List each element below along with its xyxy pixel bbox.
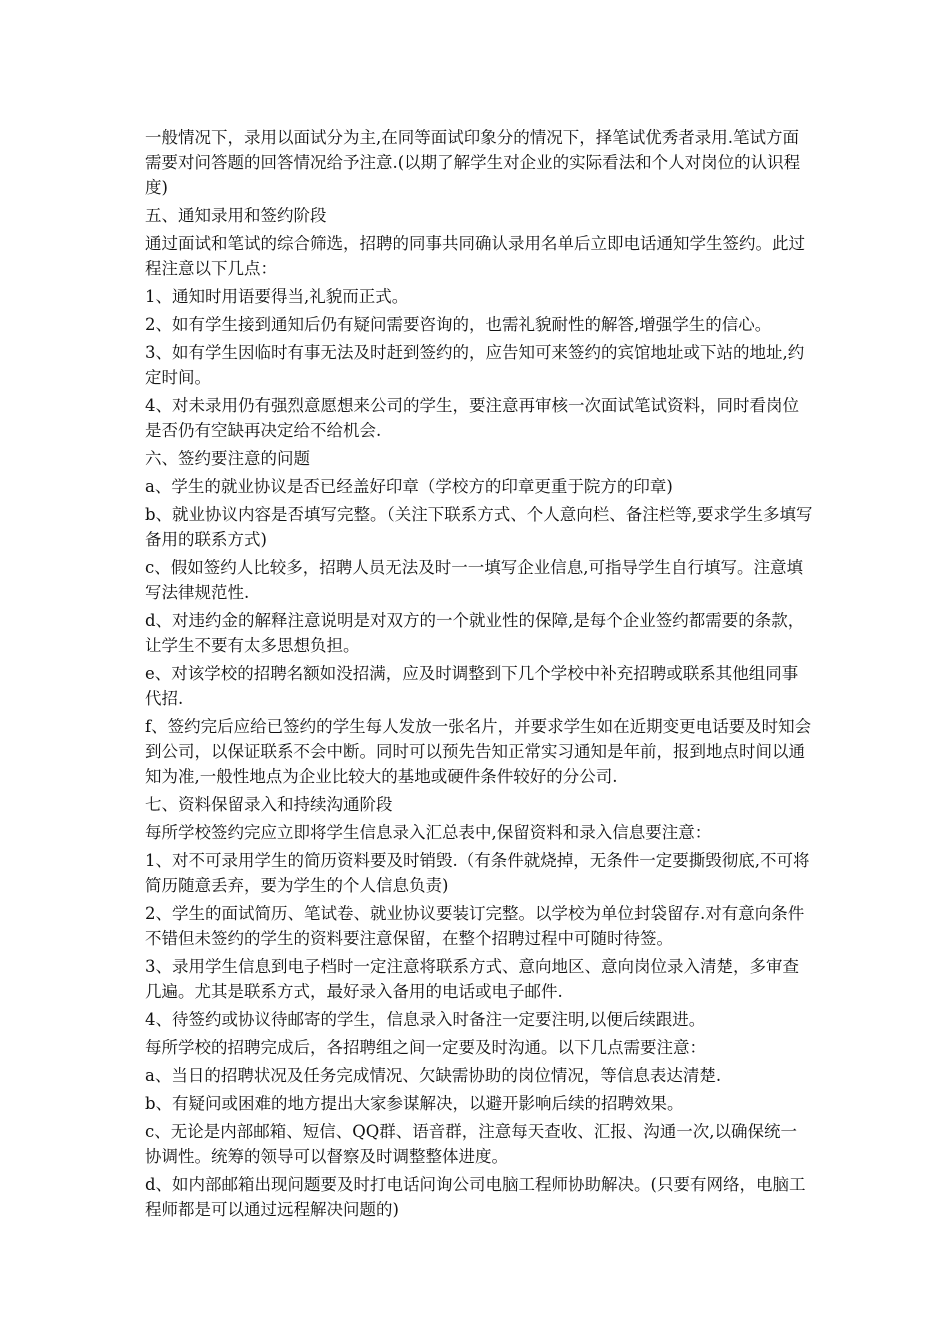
list-item: 2、学生的面试简历、笔试卷、就业协议要装订完整。以学校为单位封袋留存.对有意向条件不错但未签约的学生的资料要注意保留，在整个招聘过程中可随时待签。: [145, 904, 805, 948]
paragraph: 通过面试和笔试的综合筛选，招聘的同事共同确认录用名单后立即电话通知学生签约。此过程注意以下几点：: [145, 234, 805, 278]
list-item: b、有疑问或困难的地方提出大家参谋解决，以避开影响后续的招聘效果。: [145, 1094, 684, 1113]
list-item: a、学生的就业协议是否已经盖好印章（学校方的印章更重于院方的印章): [145, 477, 673, 496]
section-heading: 六、签约要注意的问题: [145, 449, 310, 468]
section-heading: 七、资料保留录入和持续沟通阶段: [145, 795, 393, 814]
list-item: 4、对未录用仍有强烈意愿想来公司的学生，要注意再审核一次面试笔试资料，同时看岗位是否仍有空缺再决定给不给机会.: [145, 396, 799, 440]
list-item: 4、待签约或协议待邮寄的学生，信息录入时备注一定要注明,以便后续跟进。: [145, 1010, 706, 1029]
list-item: d、对违约金的解释注意说明是对双方的一个就业性的保障,是每个企业签约都需要的条款，让学生不要有太多思想负担。: [145, 611, 805, 655]
list-item: e、对该学校的招聘名额如没招满，应及时调整到下几个学校中补充招聘或联系其他组同事代招.: [145, 664, 799, 708]
list-item: 3、录用学生信息到电子档时一定注意将联系方式、意向地区、意向岗位录入清楚，多审查几遍。尤其是联系方式，最好录入备用的电话或电子邮件.: [145, 957, 799, 1001]
section-heading: 五、通知录用和签约阶段: [145, 206, 327, 225]
list-item: c、假如签约人比较多，招聘人员无法及时一一填写企业信息,可指导学生自行填写。注意填写法律规范性.: [145, 558, 803, 602]
list-item: f、签约完后应给已签约的学生每人发放一张名片，并要求学生如在近期变更电话要及时知会到公司，以保证联系不会中断。同时可以预先告知正常实习通知是年前，报到地点时间以通知为准,一般性地点为企业比较大的基地或硬件条件较好的分公司.: [145, 717, 812, 786]
list-item: b、就业协议内容是否填写完整。（关注下联系方式、个人意向栏、备注栏等,要求学生多填写备用的联系方式): [145, 505, 813, 549]
paragraph: 每所学校的招聘完成后，各招聘组之间一定要及时沟通。以下几点需要注意：: [145, 1038, 706, 1057]
list-item: 1、通知时用语要得当,礼貌而正式。: [145, 287, 409, 306]
paragraph: 一般情况下，录用以面试分为主,在同等面试印象分的情况下，择笔试优秀者录用.笔试方面需要对问答题的回答情况给予注意.(以期了解学生对企业的实际看法和个人对岗位的认识程度): [145, 128, 801, 197]
list-item: c、无论是内部邮箱、短信、QQ群、语音群，注意每天查收、汇报、沟通一次,以确保统一协调性。统筹的领导可以督察及时调整整体进度。: [145, 1122, 798, 1166]
paragraph: 每所学校签约完应立即将学生信息录入汇总表中,保留资料和录入信息要注意：: [145, 823, 712, 842]
document-body: [145, 125, 813, 1225]
list-item: 1、对不可录用学生的简历资料要及时销毁.（有条件就烧掉，无条件一定要撕毁彻底,不可将简历随意丢弃，要为学生的个人信息负责): [145, 851, 810, 895]
list-item: 3、如有学生因临时有事无法及时赶到签约的，应告知可来签约的宾馆地址或下站的地址,约定时间。: [145, 343, 805, 387]
list-item: a、当日的招聘状况及任务完成情况、欠缺需协助的岗位情况，等信息表达清楚.: [145, 1066, 722, 1085]
list-item: 2、如有学生接到通知后仍有疑问需要咨询的，也需礼貌耐性的解答,增强学生的信心。: [145, 315, 772, 334]
list-item: d、如内部邮箱出现问题要及时打电话问询公司电脑工程师协助解决。(只要有网络，电脑工程师都是可以通过远程解决问题的): [145, 1175, 806, 1219]
